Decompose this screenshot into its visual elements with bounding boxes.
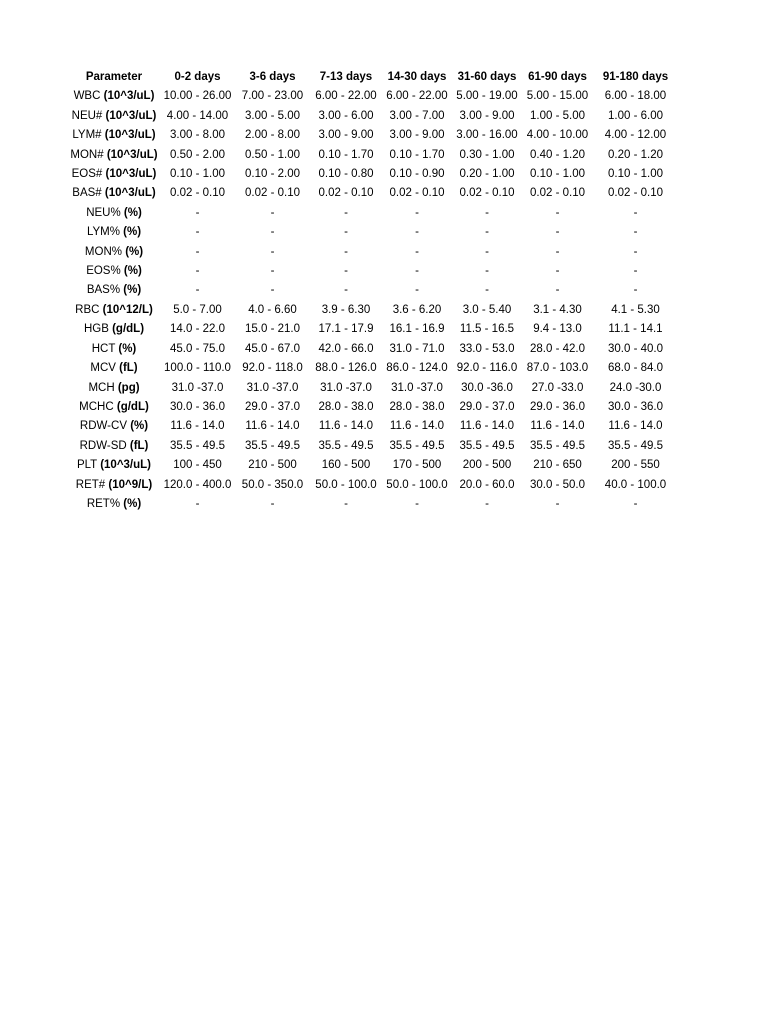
range-cell: 31.0 - 71.0 — [389, 342, 445, 355]
range-cell: - — [415, 497, 419, 510]
range-cell: 120.0 - 400.0 — [163, 478, 232, 491]
range-cell: - — [415, 226, 419, 239]
range-cell: 210 - 650 — [533, 459, 582, 472]
table-row — [68, 456, 678, 475]
table-row — [68, 495, 678, 514]
range-cell: 50.0 - 100.0 — [315, 478, 377, 491]
parameter-name: RDW-SD — [79, 439, 127, 452]
parameter-name: MCHC — [79, 400, 114, 413]
parameter-unit: (%) — [130, 420, 149, 433]
range-cell: - — [344, 265, 348, 278]
column-header-3-6-days: 3-6 days — [249, 71, 296, 83]
range-cell: 11.6 - 14.0 — [318, 420, 374, 433]
table-body — [68, 87, 678, 514]
range-cell: - — [195, 226, 200, 239]
table-row — [68, 340, 678, 359]
range-cell: 11.6 - 14.0 — [530, 420, 585, 433]
parameter-unit: (10^9/L) — [108, 478, 153, 491]
range-cell: 100.0 - 110.0 — [164, 362, 231, 375]
range-cell: 6.00 - 22.00 — [315, 90, 377, 103]
range-cell: 0.10 - 0.90 — [389, 168, 445, 181]
range-cell: - — [344, 497, 348, 510]
range-cell: 86.0 - 124.0 — [386, 362, 448, 375]
parameter-name: NEU% — [86, 206, 121, 219]
range-cell: 11.6 - 14.0 — [245, 420, 300, 433]
parameter-cell — [68, 398, 160, 417]
table-row — [68, 87, 678, 106]
parameter-unit: (%) — [125, 245, 144, 258]
table-row — [68, 359, 678, 378]
table-row — [68, 107, 678, 126]
range-cell: - — [270, 206, 275, 219]
range-cell: 14.0 - 22.0 — [170, 323, 225, 336]
range-cell: - — [633, 497, 638, 510]
range-cell: 0.02 - 0.10 — [318, 187, 374, 200]
range-cell: - — [555, 226, 560, 239]
range-cell: 10.00 - 26.00 — [163, 90, 232, 103]
table-row — [68, 243, 678, 262]
range-cell: 0.10 - 1.00 — [170, 168, 225, 181]
table-header-row — [68, 68, 678, 87]
range-cell: 3.00 - 7.00 — [389, 109, 445, 122]
parameter-unit: (10^3/uL) — [105, 109, 157, 122]
parameter-cell — [68, 476, 160, 495]
range-cell: 11.5 - 16.5 — [459, 323, 515, 336]
range-cell: - — [195, 265, 200, 278]
parameter-name: MCH — [88, 381, 115, 394]
range-cell: 30.0 - 36.0 — [170, 400, 225, 413]
range-cell: - — [633, 206, 638, 219]
parameter-cell — [68, 417, 160, 436]
range-cell: 11.1 - 14.1 — [608, 323, 663, 336]
range-cell: 92.0 - 116.0 — [456, 362, 518, 375]
range-cell: 30.0 -36.0 — [461, 381, 513, 394]
parameter-cell — [68, 126, 160, 145]
parameter-cell — [68, 456, 160, 475]
parameter-cell — [68, 301, 160, 320]
range-cell: 3.6 - 6.20 — [392, 303, 442, 316]
range-cell: 6.00 - 22.00 — [386, 90, 448, 103]
range-cell: 11.6 - 14.0 — [170, 420, 225, 433]
parameter-unit: (%) — [123, 497, 142, 510]
parameter-name: MCV — [90, 362, 116, 375]
spreadsheet-page — [68, 68, 678, 514]
parameter-unit: (10^3/uL) — [104, 187, 156, 200]
parameter-name: HGB — [83, 323, 109, 336]
range-cell: 16.1 - 16.9 — [389, 323, 445, 336]
range-cell: 35.5 - 49.5 — [530, 439, 585, 452]
range-cell: - — [633, 284, 638, 297]
range-cell: 33.0 - 53.0 — [459, 342, 515, 355]
parameter-name: MON% — [84, 245, 122, 258]
range-cell: 0.02 - 0.10 — [608, 187, 663, 200]
parameter-unit: (g/dL) — [116, 400, 149, 413]
range-cell: 50.0 - 100.0 — [386, 478, 448, 491]
range-cell: - — [344, 245, 348, 258]
parameter-cell — [68, 379, 160, 398]
parameter-name: BAS# — [72, 187, 102, 200]
range-cell: - — [555, 245, 560, 258]
column-header-91-180-days: 91-180 days — [602, 71, 669, 83]
range-cell: 20.0 - 60.0 — [459, 478, 515, 491]
range-cell: 29.0 - 37.0 — [459, 400, 515, 413]
range-cell: 5.0 - 7.00 — [173, 303, 222, 316]
range-cell: 0.10 - 1.00 — [608, 168, 663, 181]
column-header-61-90-days: 61-90 days — [528, 71, 587, 83]
range-cell: 100 - 450 — [173, 459, 222, 472]
range-cell: - — [195, 206, 200, 219]
range-cell: 31.0 -37.0 — [320, 381, 372, 394]
range-cell: 0.10 - 2.00 — [245, 168, 300, 181]
range-cell: - — [415, 265, 419, 278]
range-cell: 29.0 - 36.0 — [530, 400, 585, 413]
range-cell: 31.0 -37.0 — [171, 381, 224, 394]
range-cell: 0.02 - 0.10 — [530, 187, 585, 200]
parameter-name: BAS% — [86, 284, 121, 297]
range-cell: 3.9 - 6.30 — [321, 303, 371, 316]
range-cell: 4.0 - 6.60 — [248, 303, 297, 316]
range-cell: 4.00 - 14.00 — [166, 109, 229, 122]
range-cell: 28.0 - 38.0 — [389, 400, 445, 413]
range-cell: 5.00 - 15.00 — [526, 90, 589, 103]
range-cell: - — [555, 497, 560, 510]
range-cell: 3.00 - 16.00 — [456, 129, 518, 142]
range-cell: 210 - 500 — [248, 459, 297, 472]
table-row — [68, 262, 678, 281]
parameter-name: EOS% — [86, 265, 121, 278]
range-cell: 88.0 - 126.0 — [315, 362, 377, 375]
range-cell: 5.00 - 19.00 — [456, 90, 518, 103]
range-cell: - — [485, 284, 489, 297]
table-row — [68, 398, 678, 417]
table-row — [68, 126, 678, 145]
range-cell: 4.00 - 10.00 — [526, 129, 589, 142]
range-cell: 27.0 -33.0 — [531, 381, 584, 394]
table-row — [68, 437, 678, 456]
parameter-cell — [68, 281, 160, 300]
range-cell: - — [415, 284, 419, 297]
range-cell: 11.6 - 14.0 — [459, 420, 515, 433]
range-cell: 31.0 -37.0 — [246, 381, 299, 394]
range-cell: 3.00 - 5.00 — [245, 109, 300, 122]
range-cell: - — [270, 284, 275, 297]
range-cell: 170 - 500 — [392, 459, 442, 472]
range-cell: 31.0 -37.0 — [391, 381, 443, 394]
parameter-unit: (g/dL) — [112, 323, 145, 336]
table-row — [68, 301, 678, 320]
parameter-unit: (%) — [123, 284, 142, 297]
parameter-cell — [68, 262, 160, 281]
column-header-7-13-days: 7-13 days — [319, 71, 373, 83]
column-header-0-2-days: 0-2 days — [174, 71, 221, 83]
range-cell: 200 - 500 — [462, 459, 512, 472]
parameter-unit: (%) — [123, 226, 142, 239]
range-cell: 2.00 - 8.00 — [245, 129, 300, 142]
range-cell: 28.0 - 42.0 — [530, 342, 585, 355]
range-cell: - — [485, 245, 489, 258]
range-cell: - — [415, 206, 419, 219]
parameter-name: HCT — [91, 342, 116, 355]
parameter-unit: (%) — [118, 342, 137, 355]
range-cell: 45.0 - 67.0 — [245, 342, 300, 355]
range-cell: 11.6 - 14.0 — [608, 420, 663, 433]
parameter-unit: (10^3/uL) — [103, 90, 155, 103]
range-cell: - — [344, 284, 348, 297]
range-cell: - — [270, 245, 275, 258]
range-cell: 0.40 - 1.20 — [530, 148, 585, 161]
parameter-cell — [68, 495, 160, 514]
range-cell: - — [485, 226, 489, 239]
range-cell: 30.0 - 36.0 — [608, 400, 663, 413]
column-header-parameter: Parameter — [85, 71, 143, 83]
range-cell: 9.4 - 13.0 — [533, 323, 582, 336]
parameter-cell — [68, 320, 160, 339]
range-cell: 0.50 - 1.00 — [245, 148, 300, 161]
parameter-cell — [68, 359, 160, 378]
parameter-name: RDW-CV — [79, 420, 127, 433]
range-cell: 0.10 - 1.70 — [389, 148, 445, 161]
range-cell: 7.00 - 23.00 — [241, 90, 304, 103]
range-cell: 24.0 -30.0 — [609, 381, 662, 394]
range-cell: 45.0 - 75.0 — [170, 342, 225, 355]
range-cell: - — [485, 497, 489, 510]
parameter-name: LYM% — [86, 226, 120, 239]
table-row — [68, 204, 678, 223]
range-cell: 0.10 - 1.00 — [530, 168, 585, 181]
parameter-cell — [68, 204, 160, 223]
range-cell: 0.50 - 2.00 — [170, 148, 225, 161]
parameter-name: PLT — [76, 459, 97, 472]
parameter-name: EOS# — [71, 168, 103, 181]
parameter-name: NEU# — [71, 109, 103, 122]
range-cell: 3.1 - 4.30 — [533, 303, 582, 316]
range-cell: 0.02 - 0.10 — [389, 187, 445, 200]
range-cell: 0.02 - 0.10 — [245, 187, 300, 200]
range-cell: 17.1 - 17.9 — [318, 323, 374, 336]
range-cell: 3.00 - 9.00 — [459, 109, 515, 122]
range-cell: - — [415, 245, 419, 258]
range-cell: 0.20 - 1.20 — [608, 148, 663, 161]
parameter-unit: (10^12/L) — [102, 303, 153, 316]
range-cell: 35.5 - 49.5 — [389, 439, 445, 452]
range-cell: 6.00 - 18.00 — [604, 90, 667, 103]
range-cell: 40.0 - 100.0 — [604, 478, 667, 491]
range-cell: 92.0 - 118.0 — [242, 362, 303, 375]
parameter-cell — [68, 184, 160, 203]
range-cell: 42.0 - 66.0 — [318, 342, 374, 355]
parameter-cell — [68, 243, 160, 262]
range-cell: 30.0 - 50.0 — [530, 478, 585, 491]
parameter-name: RET% — [86, 497, 121, 510]
parameter-unit: (pg) — [117, 381, 140, 394]
range-cell: 0.30 - 1.00 — [459, 148, 515, 161]
column-header-14-30-days: 14-30 days — [387, 71, 447, 83]
range-cell: - — [633, 265, 638, 278]
range-cell: 3.0 - 5.40 — [462, 303, 512, 316]
range-cell: 35.5 - 49.5 — [459, 439, 515, 452]
range-cell: 29.0 - 37.0 — [245, 400, 300, 413]
table-row — [68, 379, 678, 398]
parameter-cell — [68, 340, 160, 359]
range-cell: 4.00 - 12.00 — [604, 129, 667, 142]
parameter-name: RBC — [75, 303, 100, 316]
range-cell: - — [485, 206, 489, 219]
range-cell: 35.5 - 49.5 — [608, 439, 663, 452]
parameter-cell — [68, 223, 160, 242]
range-cell: 50.0 - 350.0 — [241, 478, 304, 491]
range-cell: - — [555, 265, 560, 278]
range-cell: 15.0 - 21.0 — [245, 323, 300, 336]
parameter-cell — [68, 87, 160, 106]
range-cell: - — [344, 226, 348, 239]
parameter-unit: (%) — [123, 265, 142, 278]
range-cell: 35.5 - 49.5 — [170, 439, 225, 452]
parameter-unit: (10^3/uL) — [106, 148, 158, 161]
range-cell: 35.5 - 49.5 — [318, 439, 374, 452]
range-cell: 3.00 - 9.00 — [318, 129, 374, 142]
table-row — [68, 165, 678, 184]
range-cell: - — [195, 497, 200, 510]
parameter-unit: (10^3/uL) — [104, 129, 156, 142]
parameter-cell — [68, 107, 160, 126]
range-cell: 0.02 - 0.10 — [170, 187, 225, 200]
range-cell: - — [344, 206, 348, 219]
range-cell: 0.10 - 1.70 — [318, 148, 374, 161]
range-cell: 0.02 - 0.10 — [459, 187, 515, 200]
range-cell: - — [270, 265, 275, 278]
parameter-unit: (10^3/uL) — [105, 168, 157, 181]
table-row — [68, 320, 678, 339]
parameter-name: RET# — [75, 478, 106, 491]
range-cell: 3.00 - 9.00 — [389, 129, 445, 142]
range-cell: 87.0 - 103.0 — [526, 362, 589, 375]
parameter-unit: (fL) — [129, 439, 149, 452]
range-cell: 30.0 - 40.0 — [608, 342, 663, 355]
range-cell: - — [555, 206, 560, 219]
range-cell: 1.00 - 5.00 — [530, 109, 585, 122]
parameter-name: WBC — [73, 90, 101, 103]
range-cell: - — [270, 497, 275, 510]
range-cell: 1.00 - 6.00 — [608, 109, 663, 122]
column-header-31-60-days: 31-60 days — [457, 71, 517, 83]
range-cell: 4.1 - 5.30 — [611, 303, 660, 316]
parameter-name: LYM# — [72, 129, 102, 142]
range-cell: 200 - 550 — [611, 459, 660, 472]
range-cell: - — [195, 284, 200, 297]
range-cell: 11.6 - 14.0 — [389, 420, 445, 433]
range-cell: 0.10 - 0.80 — [318, 168, 374, 181]
range-cell: - — [633, 245, 638, 258]
range-cell: - — [633, 226, 638, 239]
parameter-unit: (%) — [123, 206, 142, 219]
range-cell: 3.00 - 8.00 — [170, 129, 225, 142]
table-row — [68, 184, 678, 203]
parameter-unit: (fL) — [119, 362, 138, 375]
range-cell: - — [485, 265, 489, 278]
range-cell: 35.5 - 49.5 — [245, 439, 300, 452]
range-cell: 3.00 - 6.00 — [318, 109, 374, 122]
range-cell: - — [270, 226, 275, 239]
parameter-cell — [68, 146, 160, 165]
range-cell: 160 - 500 — [321, 459, 371, 472]
table-row — [68, 146, 678, 165]
range-cell: 68.0 - 84.0 — [608, 362, 663, 375]
table-row — [68, 223, 678, 242]
range-cell: 0.20 - 1.00 — [459, 168, 515, 181]
parameter-cell — [68, 165, 160, 184]
range-cell: - — [195, 245, 200, 258]
range-cell: - — [555, 284, 560, 297]
parameter-unit: (10^3/uL) — [100, 459, 152, 472]
range-cell: 28.0 - 38.0 — [318, 400, 374, 413]
parameter-name: MON# — [70, 148, 104, 161]
table-row — [68, 476, 678, 495]
table-row — [68, 417, 678, 436]
table-row — [68, 281, 678, 300]
parameter-cell — [68, 437, 160, 456]
reference-range-table — [68, 68, 678, 514]
